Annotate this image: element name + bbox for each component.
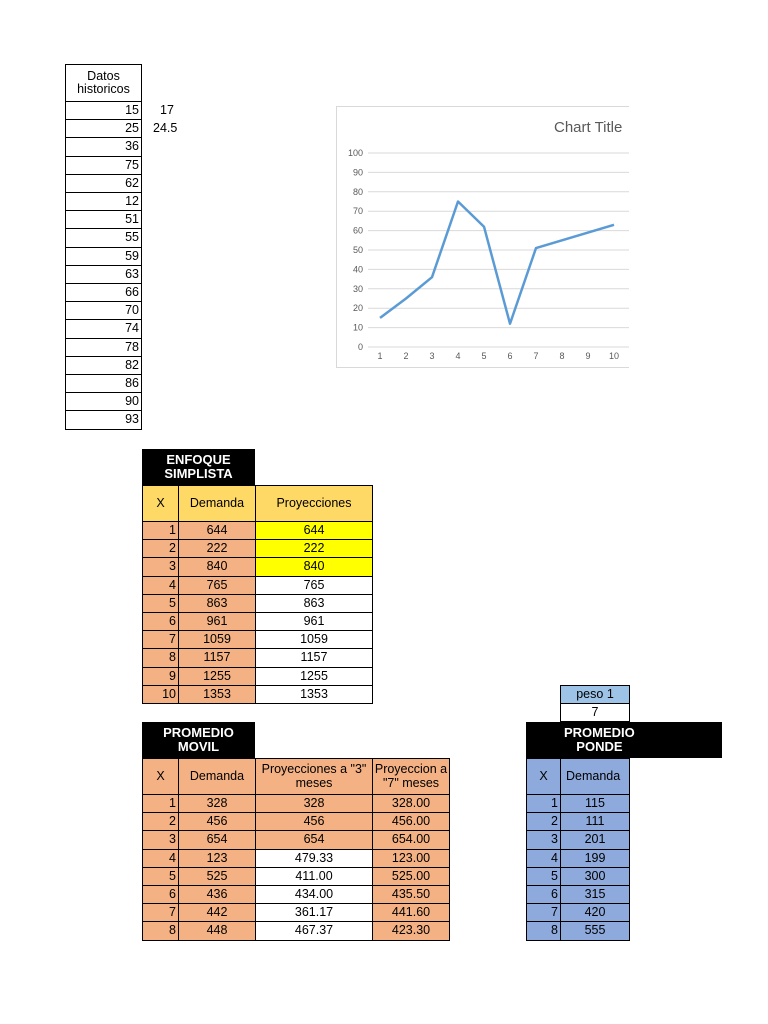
simplista-x[interactable]: 10	[142, 685, 179, 704]
ponderado-demanda[interactable]: 555	[560, 921, 630, 940]
ponderado-x[interactable]: 1	[526, 794, 561, 813]
movil-demanda[interactable]: 328	[178, 794, 256, 813]
movil-x[interactable]: 7	[142, 903, 179, 922]
x-tick-label: 2	[403, 351, 409, 361]
simplista-demanda[interactable]: 644	[178, 521, 256, 540]
side-value-2[interactable]: 24.5	[153, 121, 178, 135]
movil-demanda[interactable]: 442	[178, 903, 256, 922]
simplista-proyeccion[interactable]: 1157	[255, 648, 373, 667]
historico-cell[interactable]: 36	[65, 137, 142, 156]
ponderado-demanda[interactable]: 199	[560, 849, 630, 868]
historico-cell[interactable]: 82	[65, 356, 142, 375]
historico-cell[interactable]: 55	[65, 228, 142, 247]
movil-proy7[interactable]: 328.00	[372, 794, 450, 813]
movil-proy7[interactable]: 435.50	[372, 885, 450, 904]
x-tick-label: 10	[608, 351, 620, 361]
simplista-proyeccion[interactable]: 765	[255, 576, 373, 595]
ponderado-x[interactable]: 8	[526, 921, 561, 940]
ponderado-x[interactable]: 6	[526, 885, 561, 904]
ponderado-x[interactable]: 7	[526, 903, 561, 922]
simplista-proyeccion[interactable]: 644	[255, 521, 373, 540]
movil-demanda[interactable]: 456	[178, 812, 256, 831]
historico-cell[interactable]: 74	[65, 319, 142, 338]
y-tick-label: 100	[347, 148, 363, 158]
peso-value[interactable]: 7	[560, 703, 630, 722]
ponderado-demanda[interactable]: 315	[560, 885, 630, 904]
historico-cell[interactable]: 15	[65, 101, 142, 120]
simplista-x[interactable]: 4	[142, 576, 179, 595]
historico-cell[interactable]: 51	[65, 210, 142, 229]
movil-proy7[interactable]: 654.00	[372, 830, 450, 849]
historico-cell[interactable]: 75	[65, 156, 142, 175]
x-tick-label: 8	[559, 351, 565, 361]
movil-proy7[interactable]: 441.60	[372, 903, 450, 922]
movil-demanda[interactable]: 436	[178, 885, 256, 904]
peso-label[interactable]: peso 1	[560, 685, 630, 704]
simplista-x[interactable]: 3	[142, 557, 179, 576]
simplista-x[interactable]: 1	[142, 521, 179, 540]
x-tick-label: 9	[585, 351, 591, 361]
ponderado-x[interactable]: 3	[526, 830, 561, 849]
x-tick-label: 7	[533, 351, 539, 361]
movil-proy7[interactable]: 123.00	[372, 849, 450, 868]
historico-cell[interactable]: 12	[65, 192, 142, 211]
movil-x[interactable]: 8	[142, 921, 179, 940]
simplista-demanda[interactable]: 222	[178, 539, 256, 558]
simplista-proyeccion[interactable]: 863	[255, 594, 373, 613]
simplista-proyeccion[interactable]: 1059	[255, 630, 373, 649]
movil-x[interactable]: 1	[142, 794, 179, 813]
side-value-1[interactable]: 17	[160, 103, 174, 117]
historico-cell[interactable]: 63	[65, 265, 142, 284]
ponderado-col-demanda[interactable]: Demanda	[560, 758, 630, 795]
movil-proy3[interactable]: 361.17	[255, 903, 373, 922]
historico-cell[interactable]: 66	[65, 283, 142, 302]
ponderado-demanda[interactable]: 300	[560, 867, 630, 886]
movil-proy3[interactable]: 456	[255, 812, 373, 831]
ponderado-demanda[interactable]: 420	[560, 903, 630, 922]
y-tick-label: 50	[352, 245, 363, 255]
simplista-col-x[interactable]: X	[142, 485, 179, 522]
y-tick-label: 20	[352, 303, 363, 314]
movil-col-proy3[interactable]: Proyecciones a "3" meses	[255, 758, 373, 795]
simplista-proyeccion[interactable]: 840	[255, 557, 373, 576]
simplista-x[interactable]: 2	[142, 539, 179, 558]
movil-demanda[interactable]: 525	[178, 867, 256, 886]
y-tick-label: 90	[352, 167, 363, 178]
ponderado-demanda[interactable]: 111	[560, 812, 630, 831]
movil-col-x[interactable]: X	[142, 758, 179, 795]
ponderado-demanda[interactable]: 115	[560, 794, 630, 813]
movil-col-demanda[interactable]: Demanda	[178, 758, 256, 795]
x-tick-label: 6	[507, 351, 513, 361]
movil-x[interactable]: 4	[142, 849, 179, 868]
simplista-x[interactable]: 6	[142, 612, 179, 631]
y-tick-label: 30	[352, 283, 363, 294]
movil-proy3[interactable]: 411.00	[255, 867, 373, 886]
movil-demanda[interactable]: 654	[178, 830, 256, 849]
x-tick-label: 3	[429, 351, 435, 361]
movil-col-proy7[interactable]: Proyeccion a "7" meses	[372, 758, 450, 795]
movil-demanda[interactable]: 448	[178, 921, 256, 940]
simplista-demanda[interactable]: 961	[178, 612, 256, 631]
x-tick-label: 1	[377, 351, 383, 361]
y-tick-label: 80	[352, 186, 363, 197]
simplista-x[interactable]: 8	[142, 648, 179, 667]
simplista-demanda[interactable]: 1255	[178, 667, 256, 686]
simplista-col-proyecciones[interactable]: Proyecciones	[255, 485, 373, 522]
simplista-proyeccion[interactable]: 1255	[255, 667, 373, 686]
chart-frame	[337, 107, 630, 368]
movil-proy7[interactable]: 525.00	[372, 867, 450, 886]
y-tick-label: 40	[352, 264, 363, 275]
movil-x[interactable]: 2	[142, 812, 179, 831]
movil-x[interactable]: 5	[142, 867, 179, 886]
simplista-proyeccion[interactable]: 961	[255, 612, 373, 631]
movil-proy3[interactable]: 467.37	[255, 921, 373, 940]
x-tick-label: 4	[455, 351, 461, 361]
historico-cell[interactable]: 90	[65, 392, 142, 411]
historico-cell[interactable]: 59	[65, 247, 142, 266]
ponderado-x[interactable]: 2	[526, 812, 561, 831]
simplista-proyeccion[interactable]: 222	[255, 539, 373, 558]
ponderado-title[interactable]: PROMEDIO PONDE	[526, 722, 722, 758]
y-tick-label: 0	[357, 342, 363, 352]
movil-x[interactable]: 3	[142, 830, 179, 849]
simplista-col-demanda[interactable]: Demanda	[178, 485, 256, 522]
movil-proy3[interactable]: 654	[255, 830, 373, 849]
y-tick-label: 10	[352, 322, 363, 333]
historico-cell[interactable]: 86	[65, 374, 142, 393]
simplista-demanda[interactable]: 863	[178, 594, 256, 613]
chart-title: Chart Title	[554, 119, 623, 136]
simplista-demanda[interactable]: 840	[178, 557, 256, 576]
movil-x[interactable]: 6	[142, 885, 179, 904]
line-chart[interactable]	[336, 106, 629, 368]
simplista-demanda[interactable]: 1059	[178, 630, 256, 649]
movil-proy7[interactable]: 456.00	[372, 812, 450, 831]
movil-proy3[interactable]: 328	[255, 794, 373, 813]
simplista-title[interactable]: ENFOQUE SIMPLISTA	[142, 449, 255, 485]
movil-title[interactable]: PROMEDIO MOVIL	[142, 722, 255, 758]
simplista-demanda[interactable]: 1157	[178, 648, 256, 667]
historico-cell[interactable]: 25	[65, 119, 142, 138]
ponderado-x[interactable]: 5	[526, 867, 561, 886]
simplista-demanda[interactable]: 765	[178, 576, 256, 595]
ponderado-x[interactable]: 4	[526, 849, 561, 868]
simplista-proyeccion[interactable]: 1353	[255, 685, 373, 704]
historico-cell[interactable]: 78	[65, 338, 142, 357]
simplista-x[interactable]: 7	[142, 630, 179, 649]
y-tick-label: 60	[352, 225, 363, 236]
movil-proy3[interactable]: 479.33	[255, 849, 373, 868]
historico-cell[interactable]: 70	[65, 301, 142, 320]
historico-cell[interactable]: 93	[65, 410, 142, 429]
historicos-header[interactable]: Datos historicos	[65, 64, 142, 102]
movil-demanda[interactable]: 123	[178, 849, 256, 868]
ponderado-col-x[interactable]: X	[526, 758, 561, 795]
movil-proy3[interactable]: 434.00	[255, 885, 373, 904]
simplista-x[interactable]: 5	[142, 594, 179, 613]
historico-cell[interactable]: 62	[65, 174, 142, 193]
ponderado-demanda[interactable]: 201	[560, 830, 630, 849]
x-tick-label: 5	[481, 351, 487, 361]
simplista-demanda[interactable]: 1353	[178, 685, 256, 704]
movil-proy7[interactable]: 423.30	[372, 921, 450, 940]
y-tick-label: 70	[352, 206, 363, 217]
simplista-x[interactable]: 9	[142, 667, 179, 686]
